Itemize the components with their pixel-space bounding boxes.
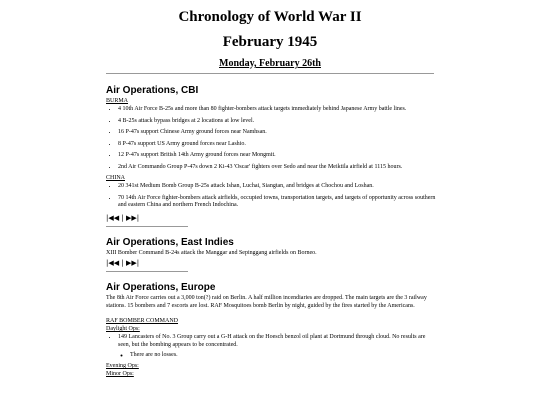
daylight-list bbox=[106, 334, 436, 359]
list-item: • 4 10th Air Force B-25s and more than 80 fighter-bombers attack targets immediately behind Japanese Army battle lines. bbox=[118, 106, 436, 114]
daylight-sublist bbox=[118, 352, 436, 359]
burma-link[interactable]: BURMA bbox=[106, 98, 129, 104]
raf-bomber-command-link[interactable]: RAF BOMBER COMMAND bbox=[106, 318, 179, 324]
minor-ops-label: Minor Ops: bbox=[106, 371, 134, 377]
burma-list bbox=[106, 106, 436, 171]
first-page-icon[interactable]: |◀◀ bbox=[106, 213, 120, 222]
list-item: • 16 P-47s support Chinese Army ground forces near Namhsan. bbox=[118, 129, 436, 137]
list-item: • 2nd Air Commando Group P-47s down 2 Ki-43 'Oscar' fighters over Sedo and near the Meiktila airfield at 1115 hours. bbox=[118, 164, 436, 172]
evening-ops-label: Evening Ops: bbox=[106, 363, 139, 369]
sublist-item: ◦ There are no losses. bbox=[130, 352, 436, 359]
list-item: • 4 B-25s attack bypass bridges at 2 locations at low level. bbox=[118, 118, 436, 126]
content bbox=[106, 85, 436, 378]
last-page-icon[interactable]: ▶▶| bbox=[125, 259, 140, 267]
list-item: • 70 14th Air Force fighter-bombers attack airfields, occupied towns, transportation targets, and targets of opportunity across southern and eastern China and northern French Indochina. bbox=[118, 195, 436, 210]
first-page-icon[interactable]: |◀◀ bbox=[106, 259, 120, 267]
last-page-icon[interactable]: ▶▶| bbox=[125, 213, 140, 222]
list-item: • 8 P-47s support US Army ground forces near Lashio. bbox=[118, 141, 436, 149]
date-heading: Monday, February 26th bbox=[219, 58, 321, 69]
nav-bar bbox=[106, 259, 436, 268]
top-divider bbox=[106, 73, 434, 74]
nav-bar bbox=[106, 214, 436, 223]
section-title-cbi: Air Operations, CBI bbox=[106, 85, 199, 96]
nav-separator: | bbox=[121, 213, 124, 222]
list-item: • 20 341st Medium Bomb Group B-25s attack Ishan, Luchai, Siangtan, and bridges at Chochou and Loshan. bbox=[118, 183, 436, 191]
section-title-europe: Air Operations, Europe bbox=[106, 282, 216, 293]
daylight-ops-label: Daylight Ops: bbox=[106, 326, 140, 332]
east-indies-text: XIII Bomber Command B-24s attack the Manggar and Sepinggang airfields on Borneo. bbox=[106, 249, 317, 256]
list-item: • 12 P-47s support British 14th Army ground forces near Mongmit. bbox=[118, 152, 436, 160]
china-list bbox=[106, 183, 436, 210]
china-link[interactable]: CHINA bbox=[106, 175, 125, 181]
list-item-text: 149 Lancasters of No. 3 Group carry out a G-H attack on the Hoesch benzol oil plant at Dortmund through cloud. No results are seen, but the bombing appears to be concentrated. bbox=[118, 334, 426, 348]
page-title: Chronology of World War II bbox=[178, 9, 362, 25]
europe-text: The 8th Air Force carries out a 3,000 ton(?) raid on Berlin. A half million incendiaries are dropped. The main targets are the 3 railway stations. 15 bombers and 7 escorts are lost. RAF Mosquitoes bomb Berlin by night, guided by the fires started by the Americans. bbox=[106, 295, 427, 309]
section-title-east-indies: Air Operations, East Indies bbox=[106, 236, 234, 248]
list-item bbox=[118, 334, 436, 359]
month-heading: February 1945 bbox=[222, 34, 318, 50]
nav-separator: | bbox=[121, 259, 124, 267]
